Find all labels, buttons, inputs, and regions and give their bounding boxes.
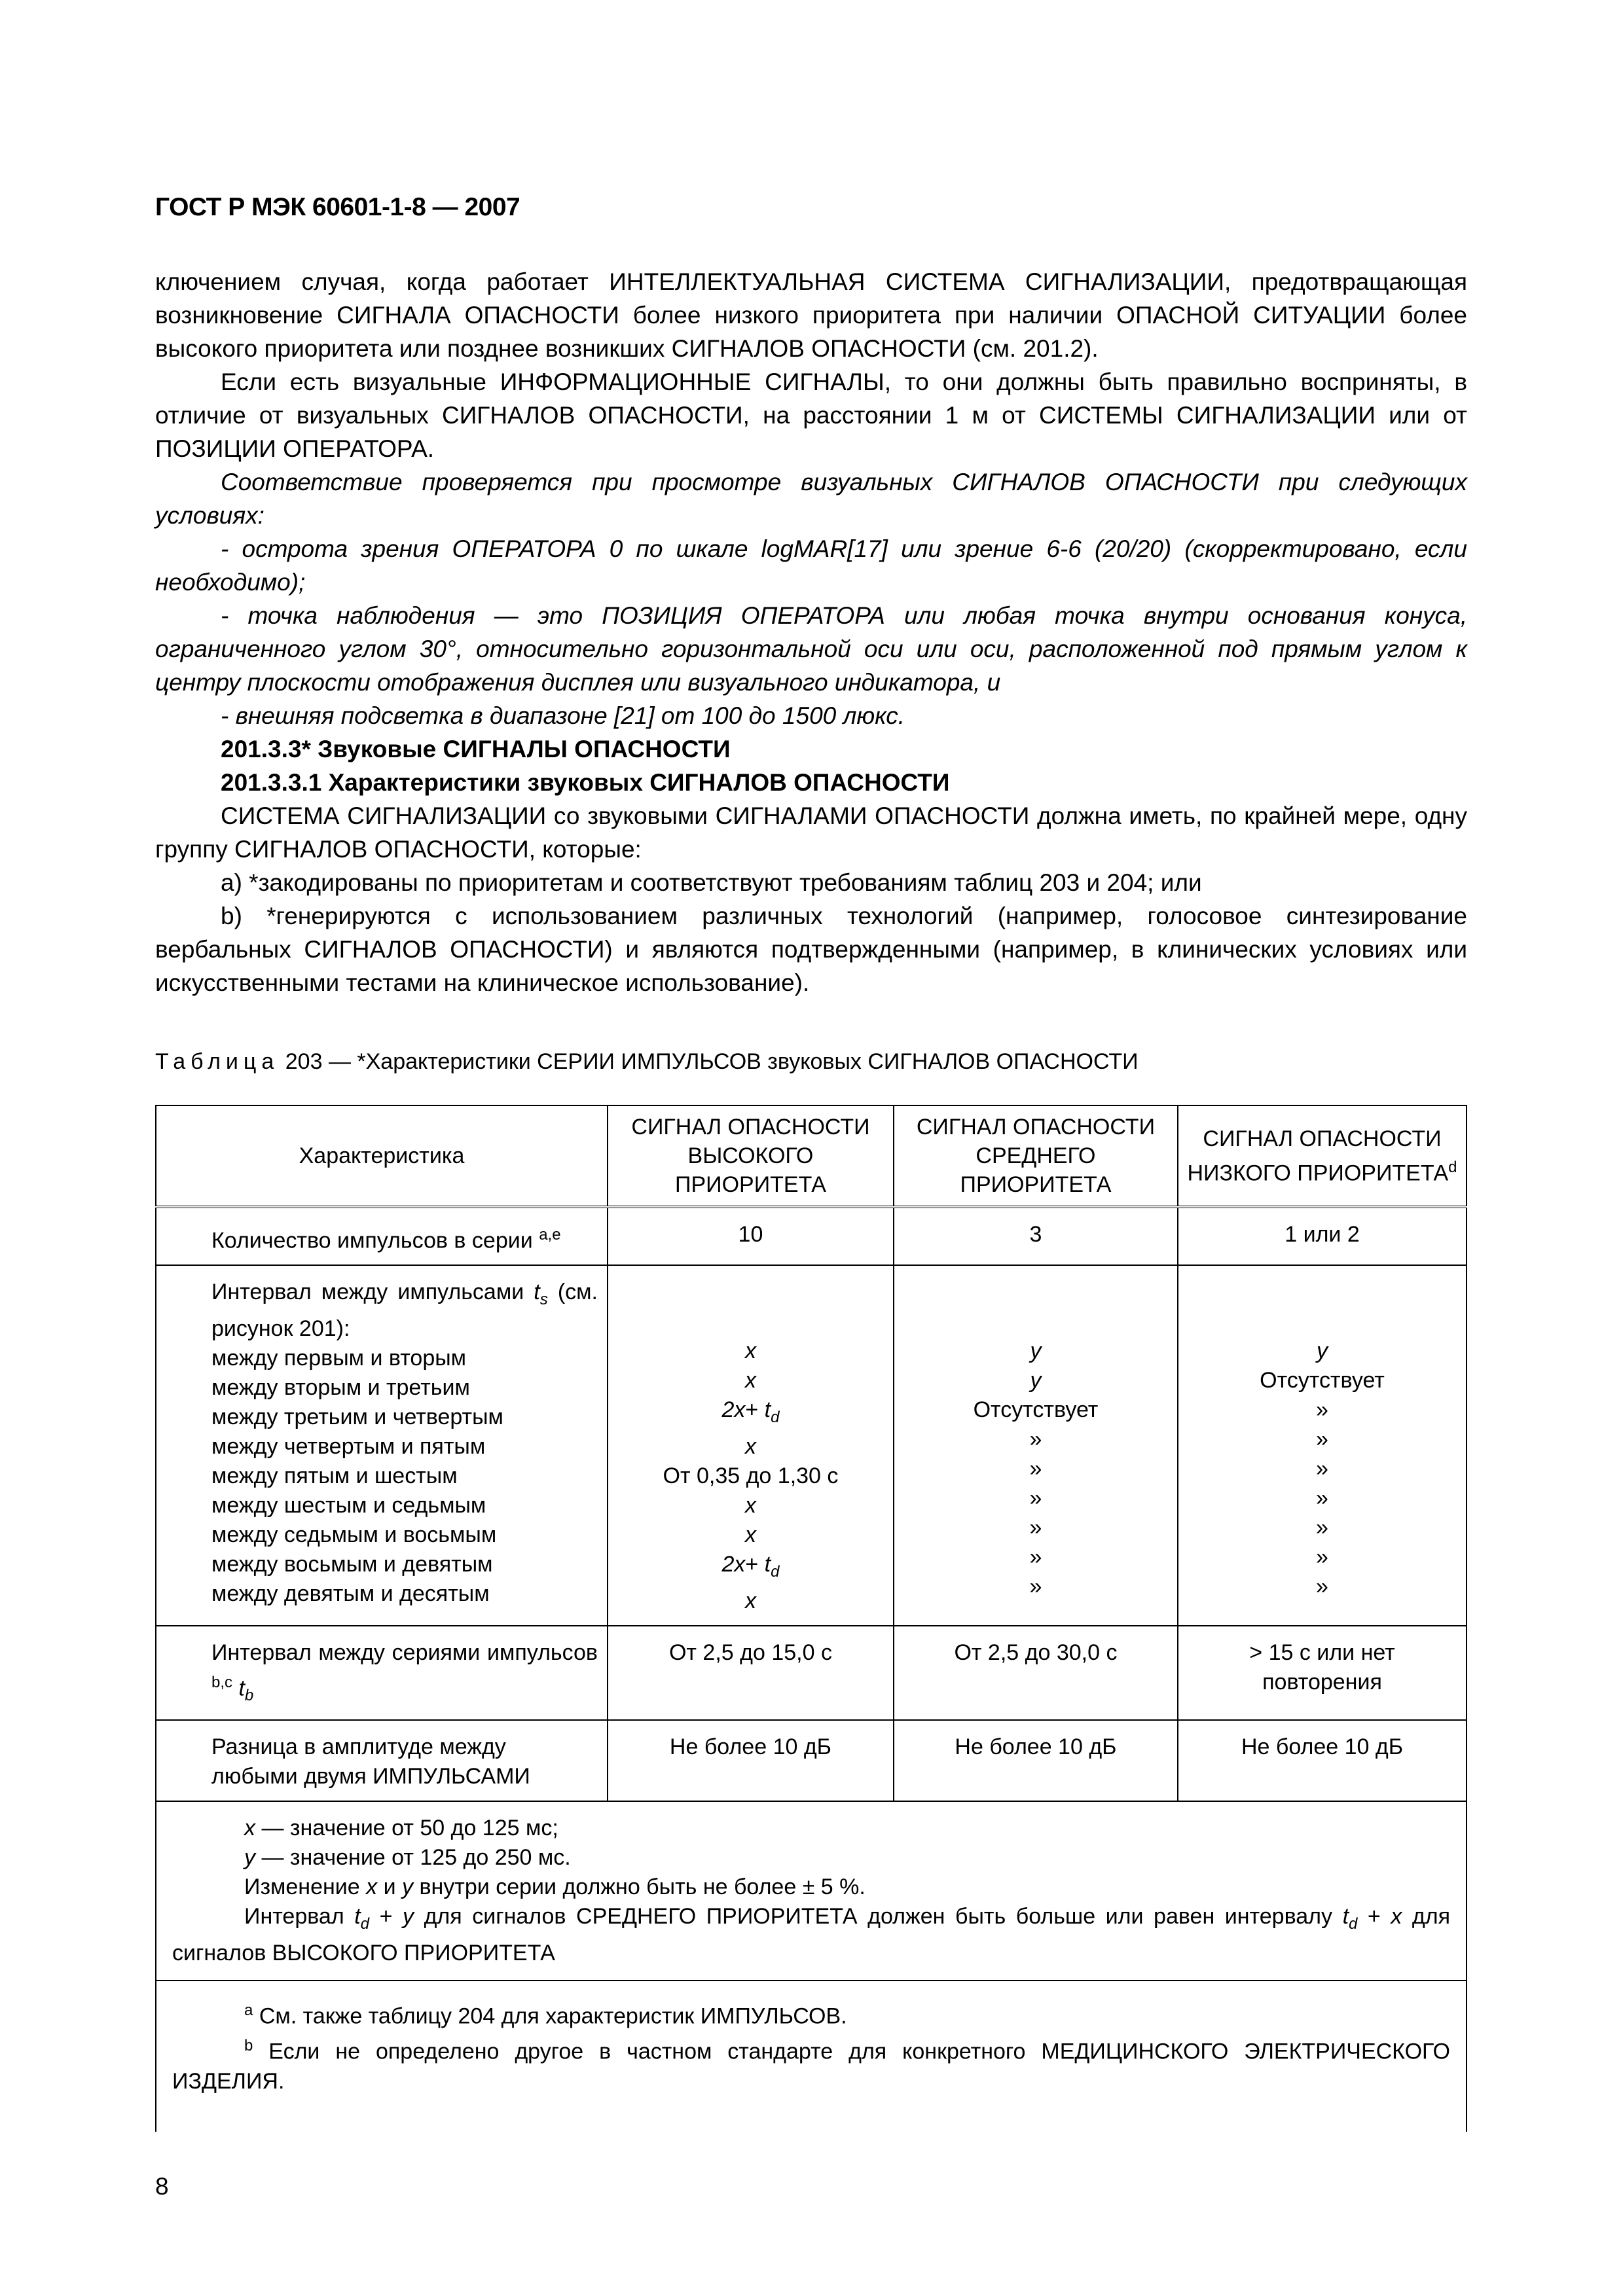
table-footnotes bbox=[156, 1981, 1467, 2132]
note-y: y — значение от 125 до 250 мс. bbox=[244, 1845, 571, 1871]
list-item: - внешняя подсветка в диапазоне [21] от 100 до 1500 люкс. bbox=[221, 702, 905, 729]
note-x: x — значение от 50 до 125 мс; bbox=[244, 1816, 558, 1841]
cell-low: 1 или 2 bbox=[1178, 1207, 1467, 1265]
interval-item: между шестым и седьмым bbox=[211, 1493, 486, 1518]
table-caption-word: Таблица bbox=[155, 1049, 280, 1074]
table-row bbox=[156, 1207, 1467, 1265]
interval-item: между четвертым и пятым bbox=[211, 1434, 486, 1460]
note-variation: Изменение x и y внутри серии должно быть не более ± 5 %. bbox=[244, 1874, 866, 1900]
table-notes-row bbox=[156, 1801, 1467, 1981]
paragraph-compliance: Соответствие проверяется при просмотре визуальных СИГНАЛОВ ОПАСНОСТИ при следующих условиях: bbox=[155, 469, 1467, 529]
cell-high: 10 bbox=[608, 1207, 894, 1265]
table-notes bbox=[156, 1801, 1467, 1981]
cell-mid: Не более 10 дБ bbox=[894, 1720, 1178, 1801]
cell-mid: От 2,5 до 30,0 с bbox=[894, 1626, 1178, 1720]
table-row bbox=[156, 1720, 1467, 1801]
footnote-a: $^a$ См. также таблицу 204 для характеристик ИМПУЛЬСОВ. bbox=[244, 2001, 847, 2029]
header-low-priority: СИГНАЛ ОПАСНОСТИ НИЗКОГО ПРИОРИТЕТА$^d$ bbox=[1178, 1105, 1467, 1207]
body-text bbox=[155, 265, 1467, 999]
cell-low: y Отсутствует » » » » » » » bbox=[1178, 1265, 1467, 1626]
row-label: Количество импульсов в серии $^{a,e}$ bbox=[156, 1207, 608, 1265]
interval-item: между девятым и десятым bbox=[211, 1581, 490, 1607]
cell-high: От 2,5 до 15,0 с bbox=[608, 1626, 894, 1720]
document-header: ГОСТ Р МЭК 60601-1-8 — 2007 bbox=[155, 193, 520, 221]
header-characteristic: Характеристика bbox=[156, 1105, 608, 1207]
row-label: Разница в амплитуде между любыми двумя ИМПУЛЬСАМИ bbox=[156, 1720, 608, 1801]
interval-item: между седьмым и восьмым bbox=[211, 1522, 497, 1548]
cell-low: Не более 10 дБ bbox=[1178, 1720, 1467, 1801]
interval-item: между восьмым и девятым bbox=[211, 1552, 493, 1577]
row-label: Интервал между сериями импульсов $^{b,c}$ $t_b$ bbox=[156, 1626, 608, 1720]
list-item: - острота зрения ОПЕРАТОРА 0 по шкале logMAR[17] или зрение 6-6 (20/20) (скорректировано, если необходимо); bbox=[155, 535, 1467, 596]
header-medium-priority: СИГНАЛ ОПАСНОСТИ СРЕДНЕГО ПРИОРИТЕТА bbox=[894, 1105, 1178, 1207]
interval-item: между первым и вторым bbox=[211, 1346, 467, 1371]
interval-item: между третьим и четвертым bbox=[211, 1405, 503, 1430]
cell-high: Не более 10 дБ bbox=[608, 1720, 894, 1801]
table-footnotes-row bbox=[156, 1981, 1467, 2132]
row-label: Интервал между импульсами $t_s$ (см. рисунок 201): между первым и вторым между вторым и третьим между третьим и четвертым между четвертым и пятым между пятым и шестым между шестым и седьмым между седьмым и восьмым между восьмым и девятым между девятым и десятым bbox=[156, 1265, 608, 1626]
table-header-row bbox=[156, 1105, 1467, 1207]
table-caption-title: 203 — *Характеристики СЕРИИ ИМПУЛЬСОВ звуковых СИГНАЛОВ ОПАСНОСТИ bbox=[285, 1049, 1139, 1074]
cell-mid: 3 bbox=[894, 1207, 1178, 1265]
list-item: b) *генерируются с использованием различных технологий (например, голосовое синтезирование вербальных СИГНАЛОВ ОПАСНОСТИ) и являются подтвержденными (например, в клинических условиях или искусственными тестами на клиническое использование). bbox=[155, 903, 1467, 996]
interval-item: между пятым и шестым bbox=[211, 1463, 458, 1489]
page-number: 8 bbox=[155, 2173, 169, 2200]
interval-item: между вторым и третьим bbox=[211, 1375, 470, 1401]
paragraph: СИСТЕМА СИГНАЛИЗАЦИИ со звуковыми СИГНАЛАМИ ОПАСНОСТИ должна иметь, по крайней мере, одну группу СИГНАЛОВ ОПАСНОСТИ, которые: bbox=[155, 802, 1467, 863]
cell-mid: y y Отсутствует » » » » » » bbox=[894, 1265, 1178, 1626]
footnote-b: $^b$ Если не определено другое в частном стандарте для конкретного МЕДИЦИНСКОГО ЭЛЕКТРИЧЕСКОГО ИЗДЕЛИЯ. bbox=[172, 2037, 1450, 2094]
table-row bbox=[156, 1626, 1467, 1720]
list-item: - точка наблюдения — это ПОЗИЦИЯ ОПЕРАТОРА или любая точка внутри основания конуса, ограниченного углом 30°, относительно горизонтальной оси или оси, расположенной под прямым углом к центру плоскости отображения дисплея или визуального индикатора, и bbox=[155, 602, 1467, 696]
paragraph: ключением случая, когда работает ИНТЕЛЛЕКТУАЛЬНАЯ СИСТЕМА СИГНАЛИЗАЦИИ, предотвращающая возникновение СИГНАЛА ОПАСНОСТИ более низкого приоритета при наличии ОПАСНОЙ СИТУАЦИИ более высокого приоритета или позднее возникших СИГНАЛОВ ОПАСНОСТИ (см. 201.2). bbox=[155, 268, 1467, 362]
subsection-heading: 201.3.3.1 Характеристики звуковых СИГНАЛОВ ОПАСНОСТИ bbox=[221, 769, 950, 796]
table-caption bbox=[155, 1049, 1139, 1075]
list-item: a) *закодированы по приоритетам и соответствуют требованиям таблиц 203 и 204; или bbox=[221, 869, 1202, 896]
cell-low: > 15 с или нет повторения bbox=[1178, 1626, 1467, 1720]
cell-high: x x $2x+ t_d$ x От 0,35 до 1,30 с x x $2x+ t_d$ x bbox=[608, 1265, 894, 1626]
table-203 bbox=[155, 1105, 1467, 2132]
section-heading: 201.3.3* Звуковые СИГНАЛЫ ОПАСНОСТИ bbox=[221, 736, 731, 762]
header-high-priority: СИГНАЛ ОПАСНОСТИ ВЫСОКОГО ПРИОРИТЕТА bbox=[608, 1105, 894, 1207]
note-interval: Интервал $t_d + y$ для сигналов СРЕДНЕГО ПРИОРИТЕТА должен быть больше или равен интервалу $t_d + x$ для сигналов ВЫСОКОГО ПРИОРИТЕТА bbox=[172, 1904, 1451, 1965]
table-row bbox=[156, 1265, 1467, 1626]
paragraph: Если есть визуальные ИНФОРМАЦИОННЫЕ СИГНАЛЫ, то они должны быть правильно восприняты, в отличие от визуальных СИГНАЛОВ ОПАСНОСТИ, на расстоянии 1 м от СИСТЕМЫ СИГНАЛИЗАЦИИ или от ПОЗИЦИИ ОПЕРАТОРА. bbox=[155, 368, 1467, 462]
